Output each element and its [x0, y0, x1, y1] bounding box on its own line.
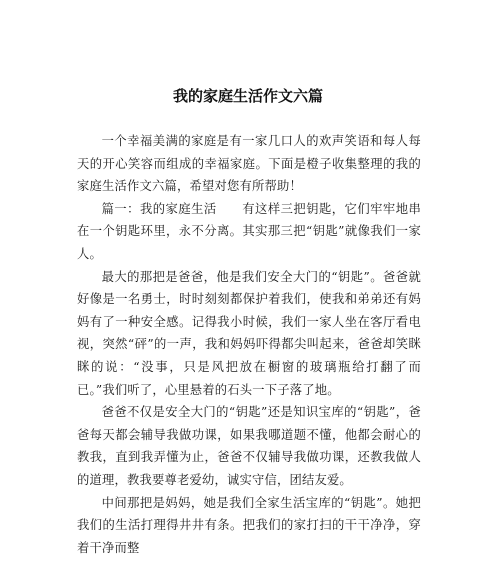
paragraph-part-one: 篇一：我的家庭生活 有这样三把钥匙，它们牢牢地串在一个钥匙环里，永不分离。其实那三把“钥匙”就像我们一家人。: [77, 201, 421, 261]
paragraph-intro: 一个幸福美满的家庭是有一家几口人的欢声笑语和每人每天的开心笑容而组成的幸福家庭。下面是橙子收集整理的我的家庭生活作文六篇，希望对您有所帮助！: [77, 134, 421, 194]
document-title: 我的家庭生活作文六篇: [172, 87, 323, 105]
paragraph-father: 最大的那把是爸爸，他是我们安全大门的“钥匙”。爸爸就好像是一名勇士，时时刻刻都保护着我们，使我和弟弟还有妈妈有了一种安全感。记得我小时候，我们一家人坐在客厅看电视，突然“砰”的一声，我和妈妈吓得都尖叫起来，爸爸却笑眯眯的说：“没事，只是风把放在橱窗的玻璃瓶给打翻了而已。”我们听了，心里悬着的石头一下子落了地。: [77, 269, 421, 397]
document-body: [77, 130, 421, 559]
paragraph-father-knowledge: 爸爸不仅是安全大门的“钥匙”还是知识宝库的“钥匙”，爸爸每天都会辅导我做功课，如果我哪道题不懂，他都会耐心的教我，直到我弄懂为止，爸爸不仅辅导我做功课，还教我做人的道理，教我要尊老爱幼，诚实守信，团结友爱。: [77, 405, 421, 487]
paragraph-mother: 中间那把是妈妈，她是我们全家生活宝库的“钥匙”。她把我们的生活打理得井井有条。把我们的家打扫的干干净净，穿着干净而整: [77, 495, 421, 555]
